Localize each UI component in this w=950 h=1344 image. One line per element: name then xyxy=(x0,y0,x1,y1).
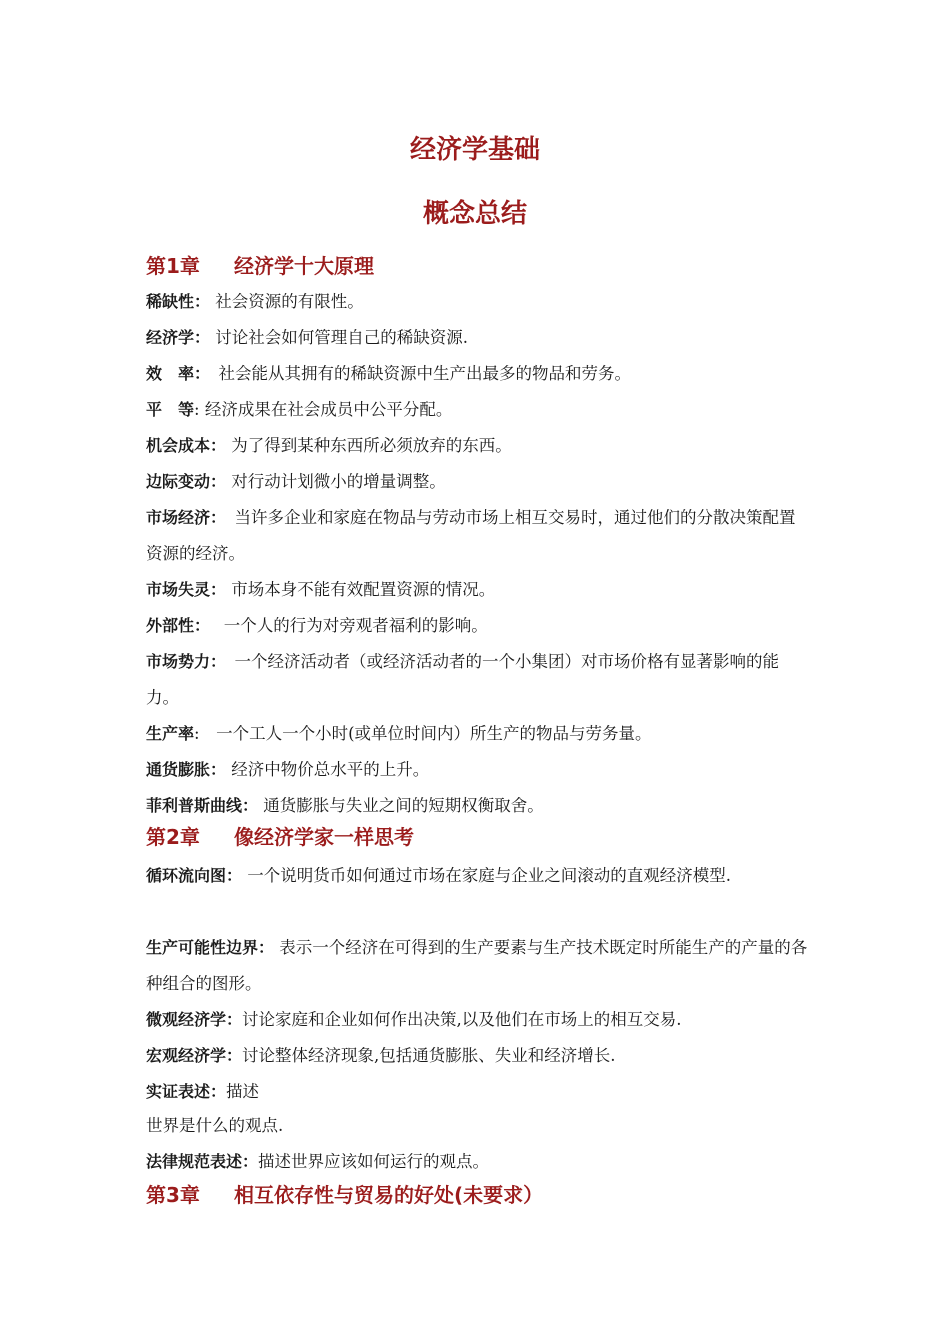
definition-item xyxy=(146,1144,810,1180)
definition-item xyxy=(146,788,810,824)
term: 外部性： xyxy=(146,616,203,635)
definition-item xyxy=(146,1002,810,1038)
definition: 为了得到某种东西所必须放弃的东西。 xyxy=(226,436,512,455)
definition: 社会资源的有限性。 xyxy=(210,292,364,311)
chapter-title: 像经济学家一样思考 xyxy=(234,825,414,849)
definition: 经济中物价总水平的上升。 xyxy=(226,760,430,779)
definition: 一个说明货币如何通过市场在家庭与企业之间滚动的直观经济模型. xyxy=(242,866,732,885)
term: 市场失灵： xyxy=(146,580,227,599)
term: 经济学： xyxy=(146,328,211,347)
definition: 一个经济活动者（或经济活动者的一个小集团）对市场价格有显著影响的能力。 xyxy=(146,652,780,707)
term: 生产率 xyxy=(146,724,195,743)
term: 微观经济学： xyxy=(146,1010,243,1029)
chapter-number: 第3章 xyxy=(146,1183,200,1207)
definition: 讨论社会如何管理自己的稀缺资源. xyxy=(210,328,469,347)
chapter-3-heading xyxy=(146,1181,543,1209)
chapter-1-heading xyxy=(146,252,374,280)
term: 效 率： xyxy=(146,364,203,383)
definition-item xyxy=(146,428,810,464)
definition-item xyxy=(146,858,810,894)
definition: 讨论家庭和企业如何作出决策,以及他们在市场上的相互交易. xyxy=(242,1010,682,1029)
term: 宏观经济学： xyxy=(146,1046,243,1065)
document-subtitle: 概念总结 xyxy=(422,199,527,229)
definition: 通货膨胀与失业之间的短期权衡取舍。 xyxy=(258,796,544,815)
definition-item xyxy=(146,572,810,608)
definition-item xyxy=(146,464,810,500)
document-title: 经济学基础 xyxy=(409,135,540,165)
term: 边际变动： xyxy=(146,472,227,491)
definition-item xyxy=(146,392,810,428)
definition: : 经济成果在社会成员中公平分配。 xyxy=(194,400,453,419)
definition-item xyxy=(146,930,810,1002)
term: 市场经济： xyxy=(146,508,219,527)
definition-item xyxy=(146,644,810,716)
definition: 表示一个经济在可得到的生产要素与生产技术既定时所能生产的产量的各种组合的图形。 xyxy=(146,938,808,993)
term: 循环流向图： xyxy=(146,866,243,885)
definition: 当许多企业和家庭在物品与劳动市场上相互交易时，通过他们的分散决策配置资源的经济。 xyxy=(146,508,796,563)
definition: : 一个工人一个小时(或单位时间内）所生产的物品与劳务量。 xyxy=(194,724,652,743)
term: 市场势力： xyxy=(146,652,219,671)
chapter-title: 经济学十大原理 xyxy=(234,254,374,278)
definition-item xyxy=(146,716,810,752)
definition: 对行动计划微小的增量调整。 xyxy=(226,472,446,491)
definition: 讨论整体经济现象,包括通货膨胀、失业和经济增长. xyxy=(242,1046,616,1065)
definition: 市场本身不能有效配置资源的情况。 xyxy=(226,580,496,599)
term: 通货膨胀： xyxy=(146,760,227,779)
definition-item xyxy=(146,356,810,392)
definition: 描述世界应该如何运行的观点。 xyxy=(258,1152,490,1171)
definition: 描述 xyxy=(226,1082,260,1101)
chapter-2-heading xyxy=(146,823,414,851)
definition-item xyxy=(146,1038,810,1074)
term: 平 等 xyxy=(146,400,195,419)
definition-item xyxy=(146,752,810,788)
term: 生产可能性边界： xyxy=(146,938,275,957)
term: 实证表述： xyxy=(146,1082,227,1101)
definition: 社会能从其拥有的稀缺资源中生产出最多的物品和劳务。 xyxy=(202,364,632,383)
term: 稀缺性： xyxy=(146,292,211,311)
definition-item xyxy=(146,500,810,572)
term: 法律规范表述： xyxy=(146,1152,259,1171)
chapter-title: 相互依存性与贸易的好处(未要求） xyxy=(234,1183,544,1207)
definition-continuation: 世界是什么的观点. xyxy=(146,1116,284,1135)
definition-item xyxy=(146,1074,810,1110)
definition-item xyxy=(146,608,810,644)
definition: 一个人的行为对旁观者福利的影响。 xyxy=(202,616,488,635)
term: 菲利普斯曲线： xyxy=(146,796,259,815)
definition-item xyxy=(146,284,810,320)
chapter-number: 第2章 xyxy=(146,825,200,849)
chapter-number: 第1章 xyxy=(146,254,200,278)
term: 机会成本： xyxy=(146,436,227,455)
definition-item xyxy=(146,320,810,356)
